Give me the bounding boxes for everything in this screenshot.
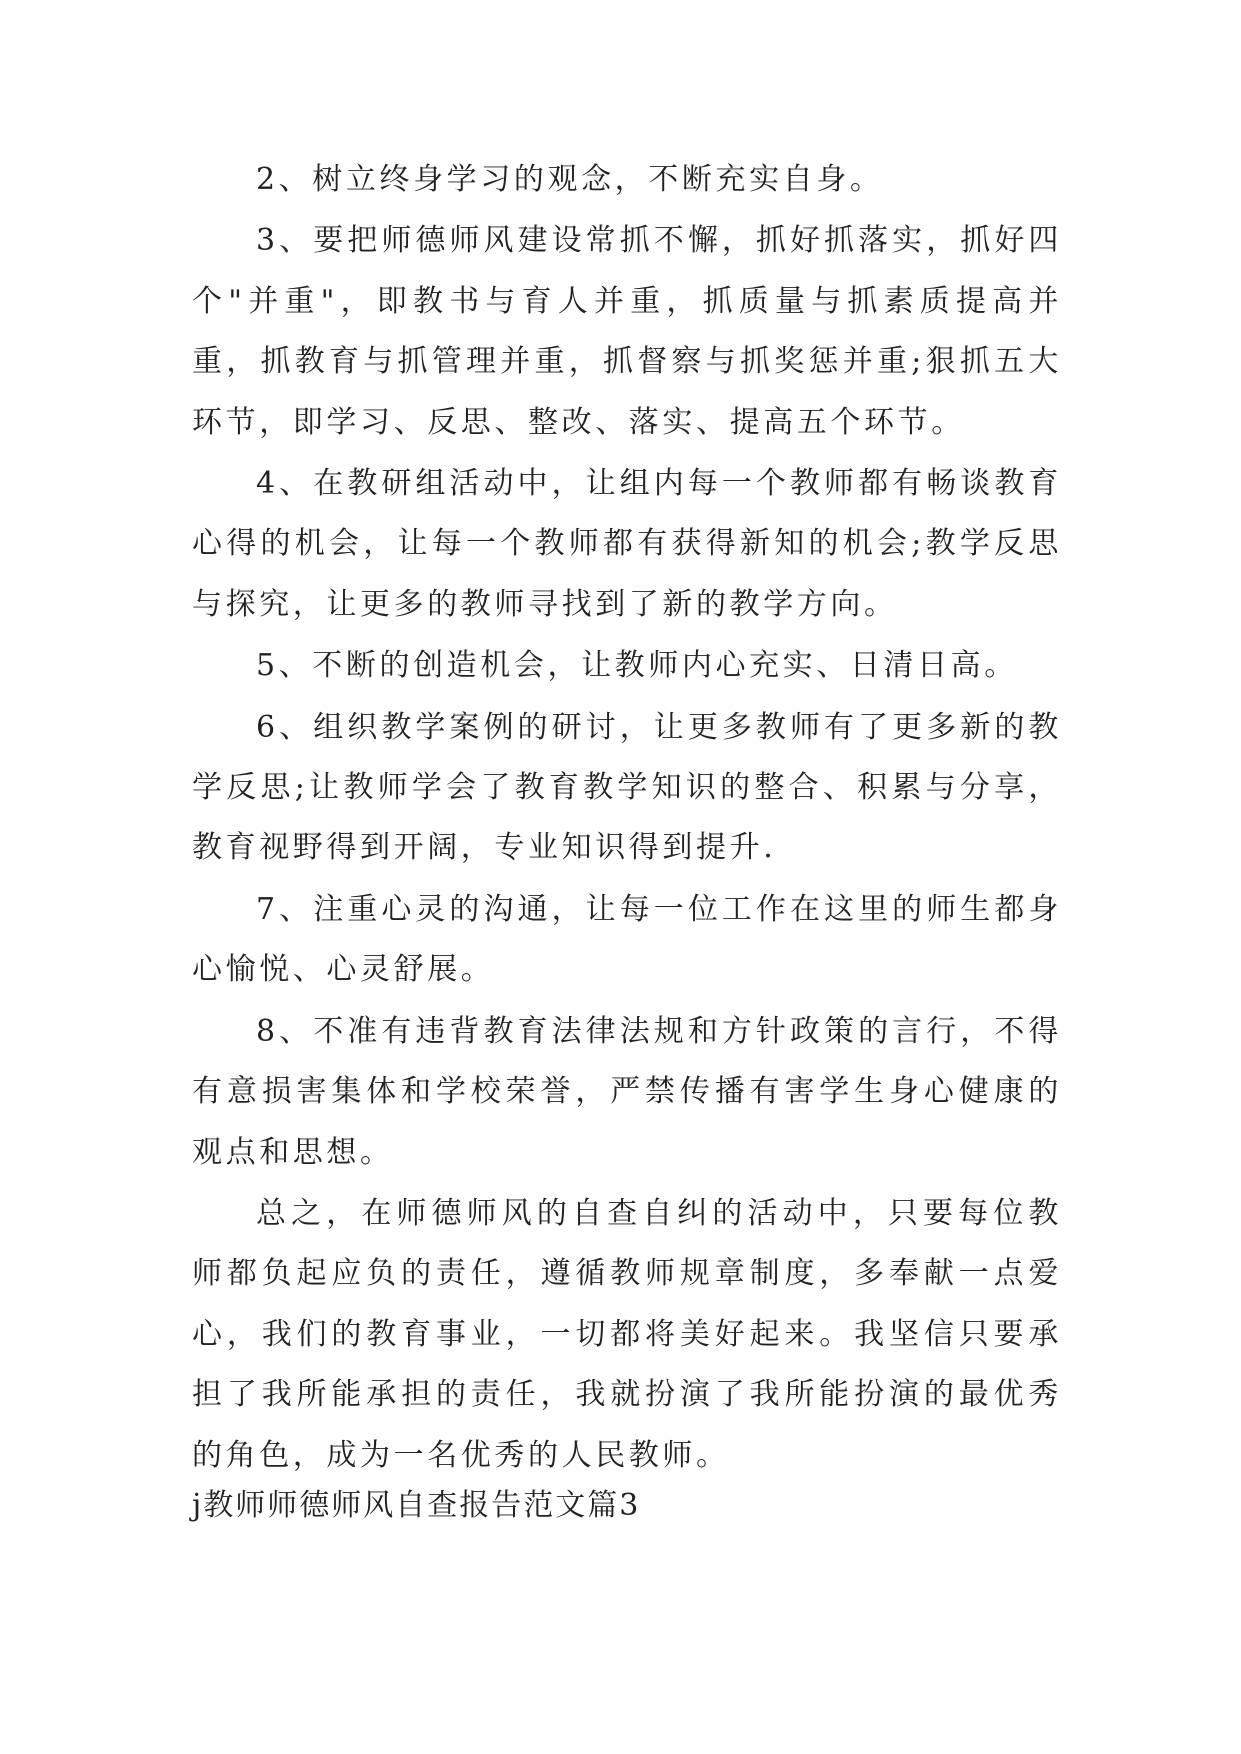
paragraph-item-2: 2、树立终身学习的观念，不断充实自身。 bbox=[256, 162, 884, 197]
document-body bbox=[192, 150, 1062, 1487]
paragraph-item-5: 5、不断的创造机会，让教师内心充实、日清日高。 bbox=[256, 648, 1018, 684]
paragraph-item-7: 7、注重心灵的沟通，让每一位工作在这里的师生都身心愉悦、心灵舒展。 bbox=[192, 891, 1062, 988]
paragraph-item-3: 3、要把师德师风建设常抓不懈，抓好抓落实，抓好四个"并重"，即教书与育人并重，抓质量与抓素质提高并重，抓教育与抓管理并重，抓督察与抓奖惩并重;狠抓五大环节，即学习、反思、整改、落实、提高五个环节。 bbox=[192, 223, 1062, 440]
paragraph-conclusion: 总之，在师德师风的自查自纠的活动中，只要每位教师都负起应负的责任，遵循教师规章制度，多奉献一点爱心，我们的教育事业，一切都将美好起来。我坚信只要承担了我所能承担的责任，我就扮演了我所能扮演的最优秀的角色，成为一名优秀的人民教师。 bbox=[192, 1195, 1062, 1473]
paragraph-item-8: 8、不准有违背教育法律法规和方针政策的言行，不得有意损害集体和学校荣誉，严禁传播有害学生身心健康的观点和思想。 bbox=[192, 1013, 1062, 1170]
paragraph-item-4: 4、在教研组活动中，让组内每一个教师都有畅谈教育心得的机会，让每一个教师都有获得新知的机会;教学反思与探究，让更多的教师寻找到了新的教学方向。 bbox=[192, 466, 1062, 622]
section-heading: j教师师德师风自查报告范文篇3 bbox=[192, 1488, 641, 1523]
paragraph-item-6: 6、组织教学案例的研讨，让更多教师有了更多新的教学反思;让教师学会了教育教学知识的整合、积累与分享，教育视野得到开阔，专业知识得到提升. bbox=[192, 709, 1062, 866]
